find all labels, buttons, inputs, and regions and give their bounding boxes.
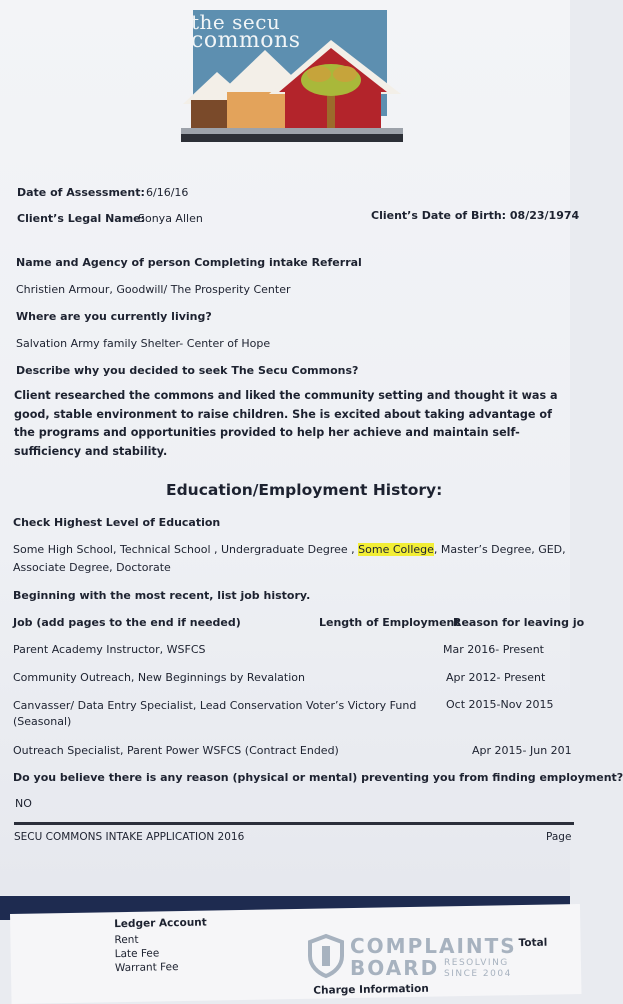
- education-options-after: , Master’s Degree, GED,: [433, 543, 566, 556]
- education-options-before: Some High School, Technical School , Undergraduate Degree ,: [13, 543, 355, 556]
- reason-value: Client researched the commons and liked the community setting and thought it was a good, stable environment to raise children. She is excited about taking advantage of the programs and opportunities provided to help her achieve and maintain self-sufficiency and stability.: [14, 389, 558, 458]
- living-label: Where are you currently living?: [16, 310, 212, 323]
- reason-label: Describe why you decided to seek The Secu Commons?: [16, 364, 359, 377]
- client-dob: Client’s Date of Birth: 08/23/1974: [371, 209, 580, 222]
- referral-label: Name and Agency of person Completing intake Referral: [16, 256, 362, 269]
- job-history-intro: Beginning with the most recent, list job history.: [13, 589, 311, 602]
- logo-text-line1: the secu: [191, 10, 281, 34]
- employment-barrier-answer: NO: [15, 797, 32, 810]
- length-column-header: Length of Employment: [319, 616, 460, 629]
- education-check-label: Check Highest Level of Education: [13, 516, 221, 529]
- job-row-1-length: Mar 2016- Present: [443, 643, 544, 656]
- ledger-item-rent: Rent: [114, 933, 139, 947]
- education-heading: Education/Employment History:: [166, 481, 443, 499]
- footer-divider: [14, 822, 574, 825]
- job-row-3-title-line2: (Seasonal): [13, 715, 72, 728]
- ledger-item-warrant-fee: Warrant Fee: [114, 961, 179, 975]
- job-row-1-title: Parent Academy Instructor, WSFCS: [13, 643, 206, 656]
- charge-information-label: Charge Information: [313, 982, 429, 997]
- logo-text-line2: commons: [191, 28, 301, 53]
- assessment-date-value: 6/16/16: [146, 186, 189, 199]
- reason-column-header: Reason for leaving jo: [453, 616, 585, 629]
- living-value: Salvation Army family Shelter- Center of Hope: [16, 337, 271, 350]
- job-row-3-title: Canvasser/ Data Entry Specialist, Lead Conservation Voter’s Victory Fund: [13, 699, 417, 712]
- ledger-item-late-fee: Late Fee: [114, 947, 160, 961]
- job-row-2-title: Community Outreach, New Beginnings by Revalation: [13, 671, 305, 684]
- watermark-tag-resolving: RESOLVING: [444, 958, 509, 968]
- assessment-date-label: Date of Assessment:: [17, 186, 145, 199]
- footer-page-label: Page: [546, 831, 572, 843]
- client-name-value: Sonya Allen: [138, 212, 203, 225]
- secu-commons-logo: [181, 10, 403, 144]
- referral-value: Christien Armour, Goodwill/ The Prosperity Center: [16, 283, 291, 296]
- watermark-board: BOARD: [350, 956, 440, 980]
- education-options-line2: Associate Degree, Doctorate: [13, 561, 171, 574]
- watermark-complaints: COMPLAINTS: [350, 934, 517, 958]
- job-row-4-length: Apr 2015- Jun 201: [472, 744, 572, 757]
- job-row-3-length: Oct 2015-Nov 2015: [446, 698, 554, 711]
- watermark-tag-since: SINCE 2004: [444, 969, 512, 979]
- watermark-tagline: [444, 958, 512, 980]
- education-selected-option: Some College: [358, 543, 434, 556]
- job-row-2-length: Apr 2012- Present: [446, 671, 546, 684]
- education-options-line1: [13, 543, 566, 556]
- ledger-title: Ledger Account: [114, 916, 207, 931]
- shield-icon: [308, 934, 344, 978]
- footer-form-title: SECU COMMONS INTAKE APPLICATION 2016: [14, 831, 245, 843]
- job-column-header: Job (add pages to the end if needed): [13, 616, 241, 629]
- client-name-label: Client’s Legal Name:: [17, 212, 146, 225]
- complaints-board-watermark: [308, 934, 538, 980]
- job-row-4-title: Outreach Specialist, Parent Power WSFCS (Contract Ended): [13, 744, 339, 757]
- employment-barrier-question: Do you believe there is any reason (physical or mental) preventing you from finding employment?: [13, 771, 623, 784]
- ledger-total-label: Total: [518, 936, 548, 950]
